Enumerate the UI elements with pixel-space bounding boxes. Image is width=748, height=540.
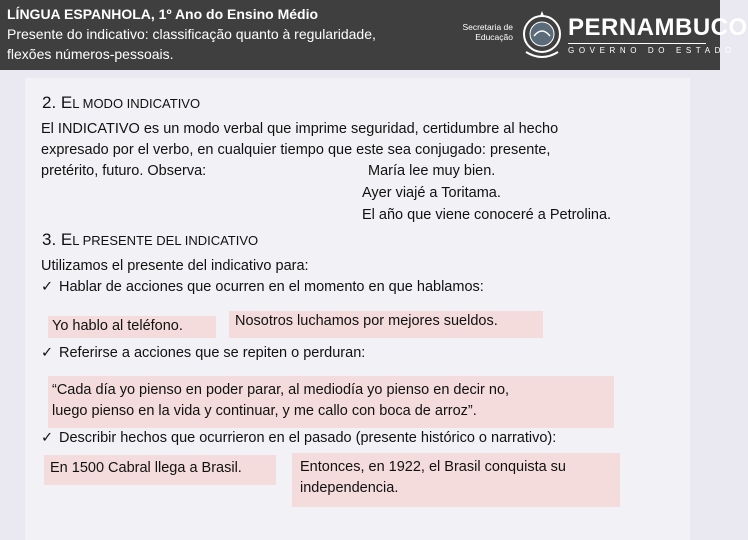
- example-box-2: [229, 311, 543, 338]
- check-icon: ✓: [41, 430, 54, 446]
- brand-divider: [568, 43, 706, 44]
- section3-heading-num: 3. E: [42, 230, 73, 249]
- use-item-2-text: Referirse a acciones que se repiten o perduran:: [59, 345, 366, 361]
- title-line-1: LÍNGUA ESPANHOLA, 1º Ano do Ensino Médio: [7, 6, 319, 22]
- use-item-1: [41, 277, 484, 298]
- use-item-3: [41, 428, 556, 449]
- header-bar: [0, 0, 748, 70]
- example-box-1-text: Yo hablo al teléfono.: [52, 318, 183, 334]
- header-title: [7, 4, 457, 64]
- check-icon: ✓: [41, 345, 54, 361]
- section2-para-line-2: expresado por el verbo, en cualquier tiempo que este sea conjugado: presente,: [41, 142, 551, 158]
- secretaria-line-1: Secretaria de: [462, 22, 513, 32]
- brand-subtitle: GOVERNO DO ESTADO: [568, 46, 736, 55]
- brand-name: PERNAMBUCO: [568, 14, 748, 41]
- use-item-2: [41, 343, 365, 364]
- example-box-4-text: En 1500 Cabral llega a Brasil.: [50, 460, 242, 476]
- secretaria-label: [455, 22, 513, 42]
- quote-line-1: “Cada día yo pienso en poder parar, al mediodía yo pienso en decir no,: [52, 382, 510, 398]
- title-line-3: flexões números-pessoais.: [7, 46, 174, 62]
- check-icon: ✓: [41, 279, 54, 295]
- quote-box: [48, 376, 614, 428]
- section3-heading-rest: L PRESENTE DEL INDICATIVO: [72, 233, 259, 248]
- section2-para-line-1: El INDICATIVO es un modo verbal que imprime seguridad, certidumbre al hecho: [41, 121, 559, 137]
- example-box-2-text: Nosotros luchamos por mejores sueldos.: [235, 313, 498, 329]
- section2-heading-rest: L MODO INDICATIVO: [72, 96, 201, 111]
- section3-heading: [42, 230, 258, 250]
- title-line-2: Presente do indicativo: classificação quanto à regularidade,: [7, 26, 376, 42]
- use-item-1-text: Hablar de acciones que ocurren en el momento en que hablamos:: [59, 279, 484, 295]
- section3-intro: Utilizamos el presente del indicativo para:: [41, 258, 309, 274]
- state-seal-icon: [520, 8, 564, 62]
- section2-heading-num: 2. E: [42, 93, 73, 112]
- example-3: El año que viene conoceré a Petrolina.: [362, 207, 612, 223]
- example-box-5-line-2: independencia.: [300, 480, 399, 496]
- section2-heading: [42, 93, 200, 113]
- example-box-5: [292, 453, 620, 507]
- example-2: Ayer viajé a Toritama.: [362, 185, 501, 201]
- example-box-5-line-1: Entonces, en 1922, el Brasil conquista su: [300, 459, 566, 475]
- example-box-1: [48, 316, 216, 338]
- section2-para-line-3: pretérito, futuro. Observa:: [41, 163, 207, 179]
- example-1: María lee muy bien.: [368, 163, 496, 179]
- use-item-3-text: Describir hechos que ocurrieron en el pasado (presente histórico o narrativo):: [59, 430, 557, 446]
- quote-line-2: luego pienso en la vida y continuar, y me callo con boca de arroz”.: [52, 403, 477, 419]
- secretaria-line-2: Educação: [475, 32, 513, 42]
- example-box-4: [44, 455, 276, 485]
